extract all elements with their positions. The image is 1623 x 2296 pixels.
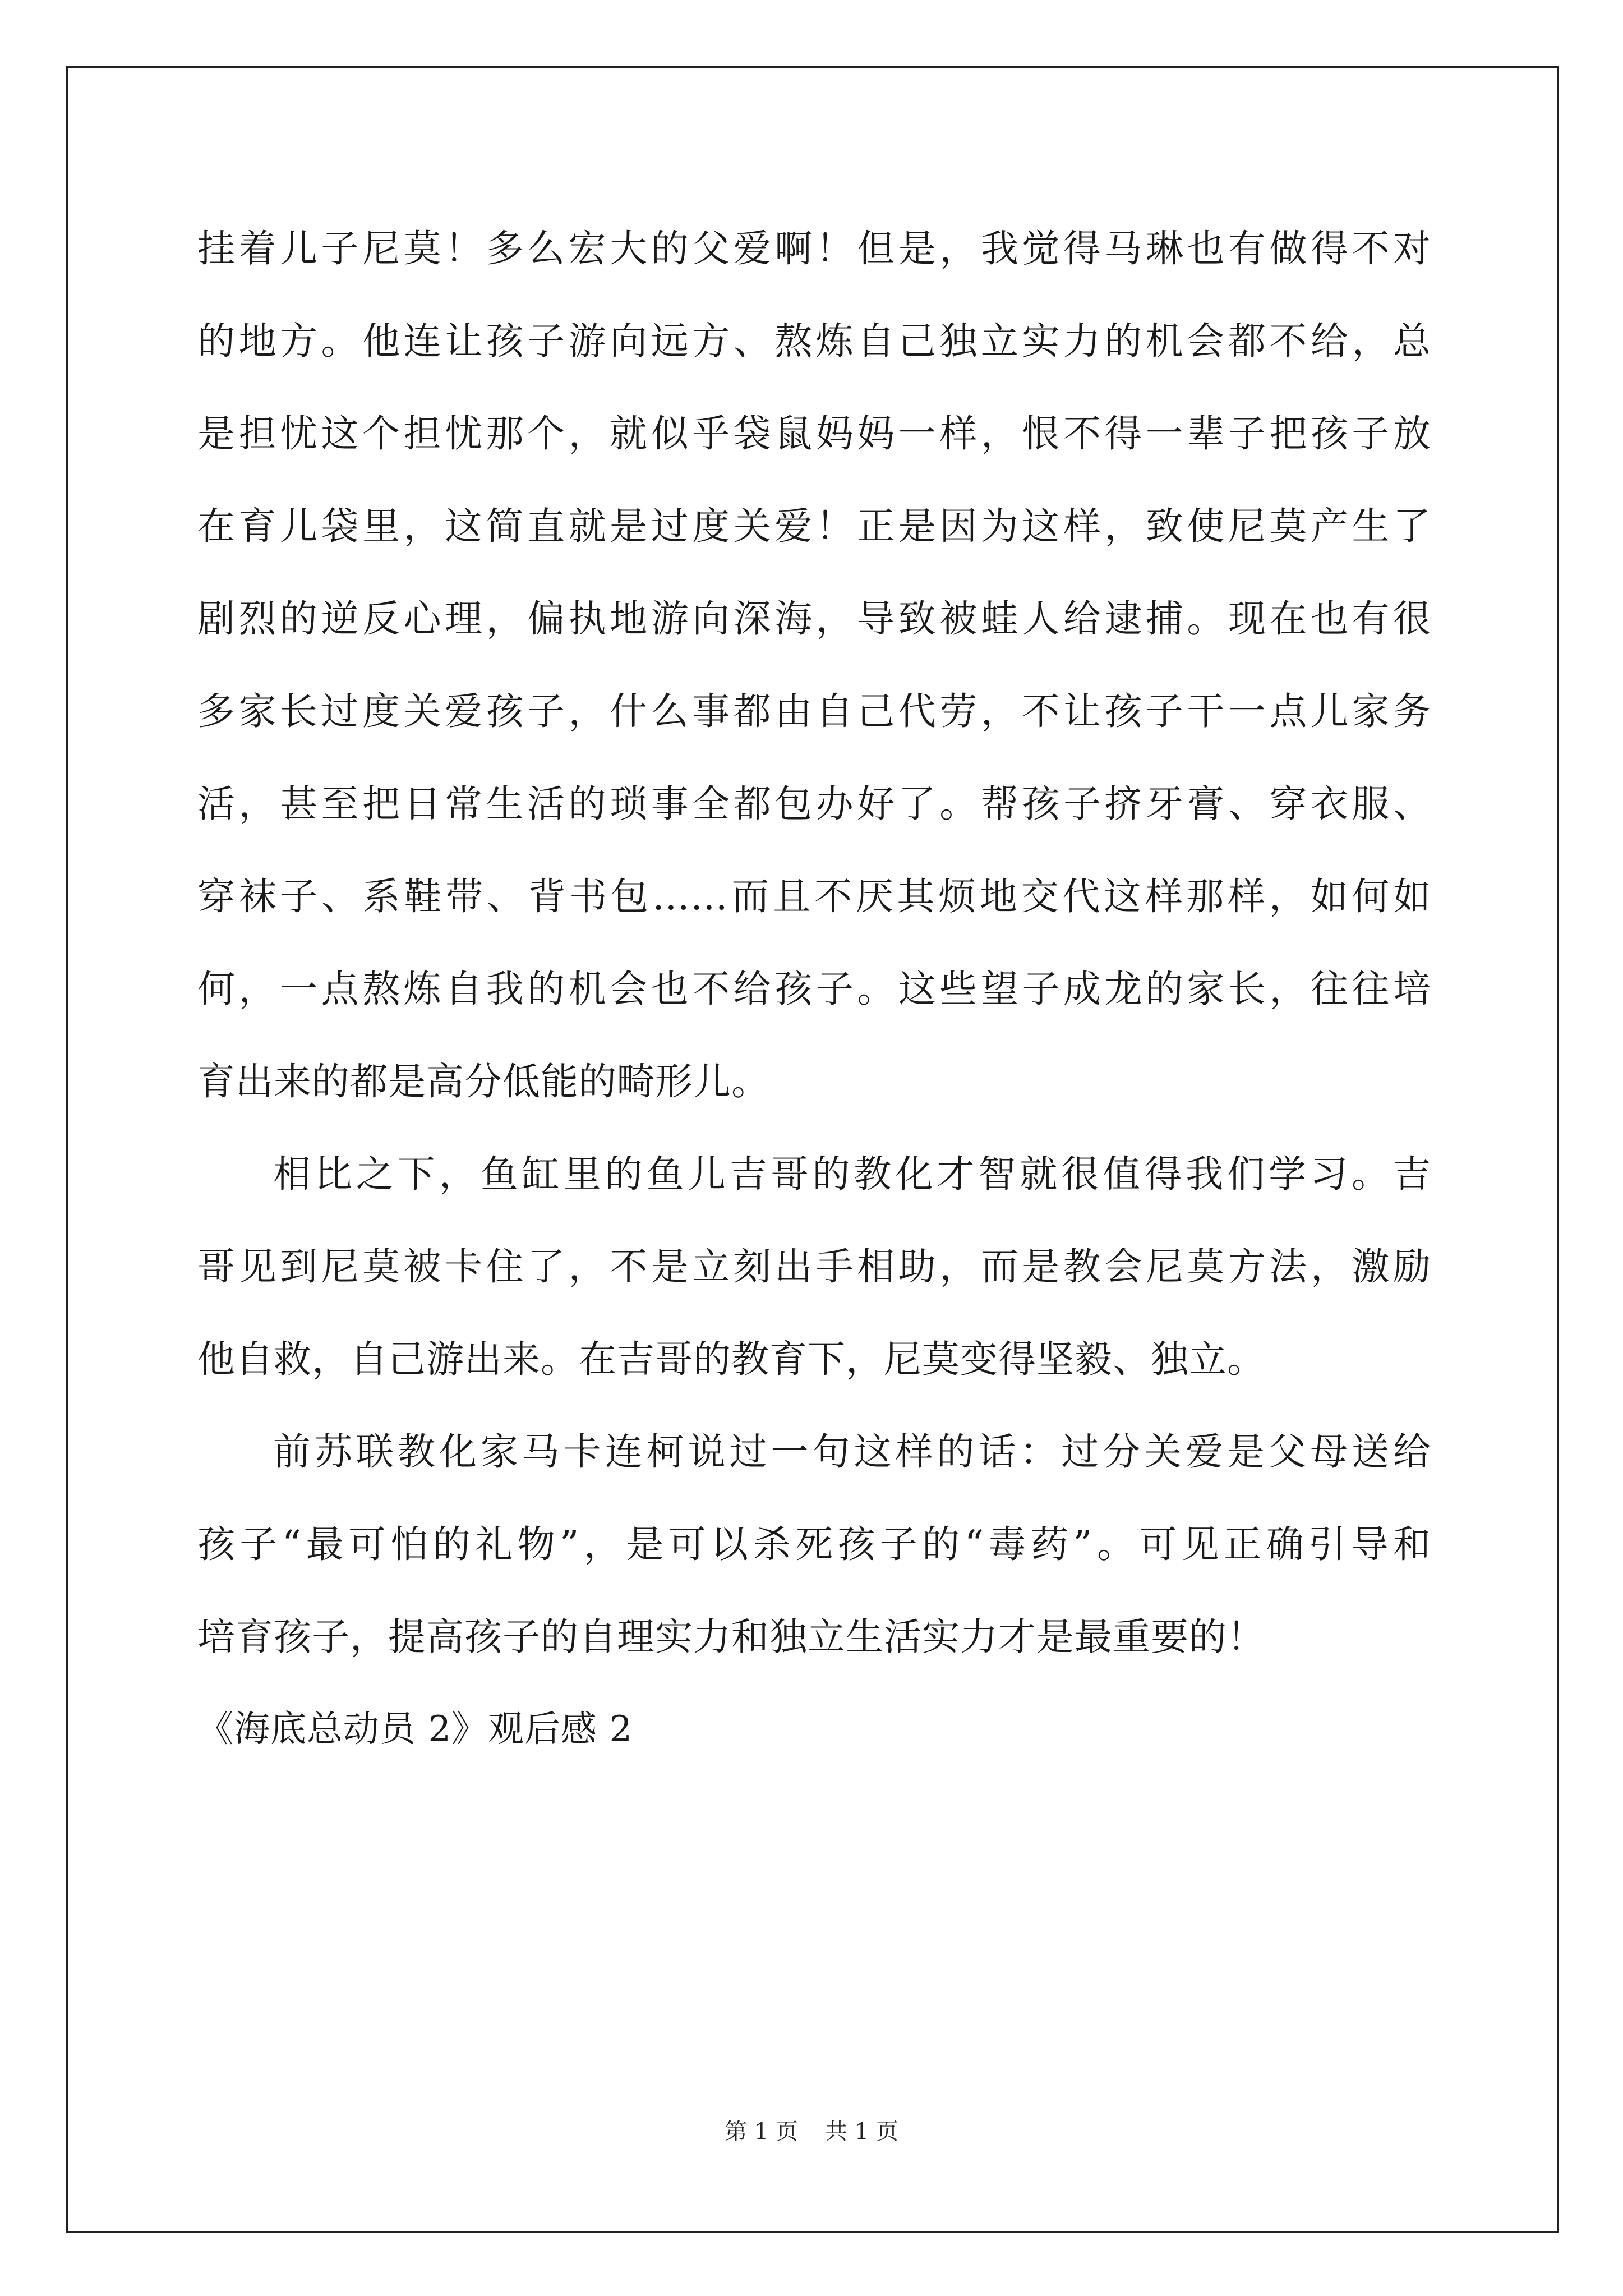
text-line: 在育儿袋里，这简直就是过度关爱！正是因为这样，致使尼莫产生了 — [197, 504, 1431, 548]
paragraph-start-line: 相比之下，鱼缸里的鱼儿吉哥的教化才智就很值得我们学习。吉 — [273, 1152, 1431, 1196]
text-line: 剧烈的逆反心理，偏执地游向深海，导致被蛙人给逮捕。现在也有很 — [197, 597, 1431, 641]
text-line: 活，甚至把日常生活的琐事全都包办好了。帮孩子挤牙膏、穿衣服、 — [197, 782, 1431, 826]
text-line: 穿袜子、系鞋带、背书包……而且不厌其烦地交代这样那样，如何如 — [197, 875, 1431, 918]
text-line: 挂着儿子尼莫！多么宏大的父爱啊！但是，我觉得马琳也有做得不对 — [197, 227, 1431, 270]
page-total: 共 1 页 — [825, 2119, 898, 2145]
text-line: 多家长过度关爱孩子，什么事都由自己代劳，不让孩子干一点儿家务 — [197, 689, 1431, 733]
text-line: 孩子“最可怕的礼物”，是可以杀死孩子的“毒药”。可见正确引导和 — [197, 1522, 1431, 1566]
text-line: 哥见到尼莫被卡住了，不是立刻出手相助，而是教会尼莫方法，激励 — [197, 1245, 1431, 1289]
text-line: 是担忧这个担忧那个，就似乎袋鼠妈妈一样，恨不得一辈子把孩子放 — [197, 412, 1431, 455]
paragraph-start-line: 前苏联教化家马卡连柯说过一句这样的话：过分关爱是父母送给 — [273, 1430, 1431, 1474]
text-line: 培育孩子，提高孩子的自理实力和独立生活实力才是最重要的！ — [197, 1615, 1265, 1659]
text-line: 育出来的都是高分低能的畸形儿。 — [197, 1060, 769, 1103]
section-title: 《海底总动员 2》观后感 2 — [197, 1709, 633, 1750]
document-body — [197, 218, 1431, 1791]
text-line: 他自救，自己游出来。在吉哥的教育下，尼莫变得坚毅、独立。 — [197, 1337, 1265, 1381]
page-number: 第 1 页 — [725, 2119, 798, 2145]
text-line: 的地方。他连让孩子游向远方、熬炼自己独立实力的机会都不给，总 — [197, 319, 1431, 363]
page-footer — [0, 2115, 1623, 2148]
text-line: 何，一点熬炼自我的机会也不给孩子。这些望子成龙的家长，往往培 — [197, 967, 1431, 1011]
